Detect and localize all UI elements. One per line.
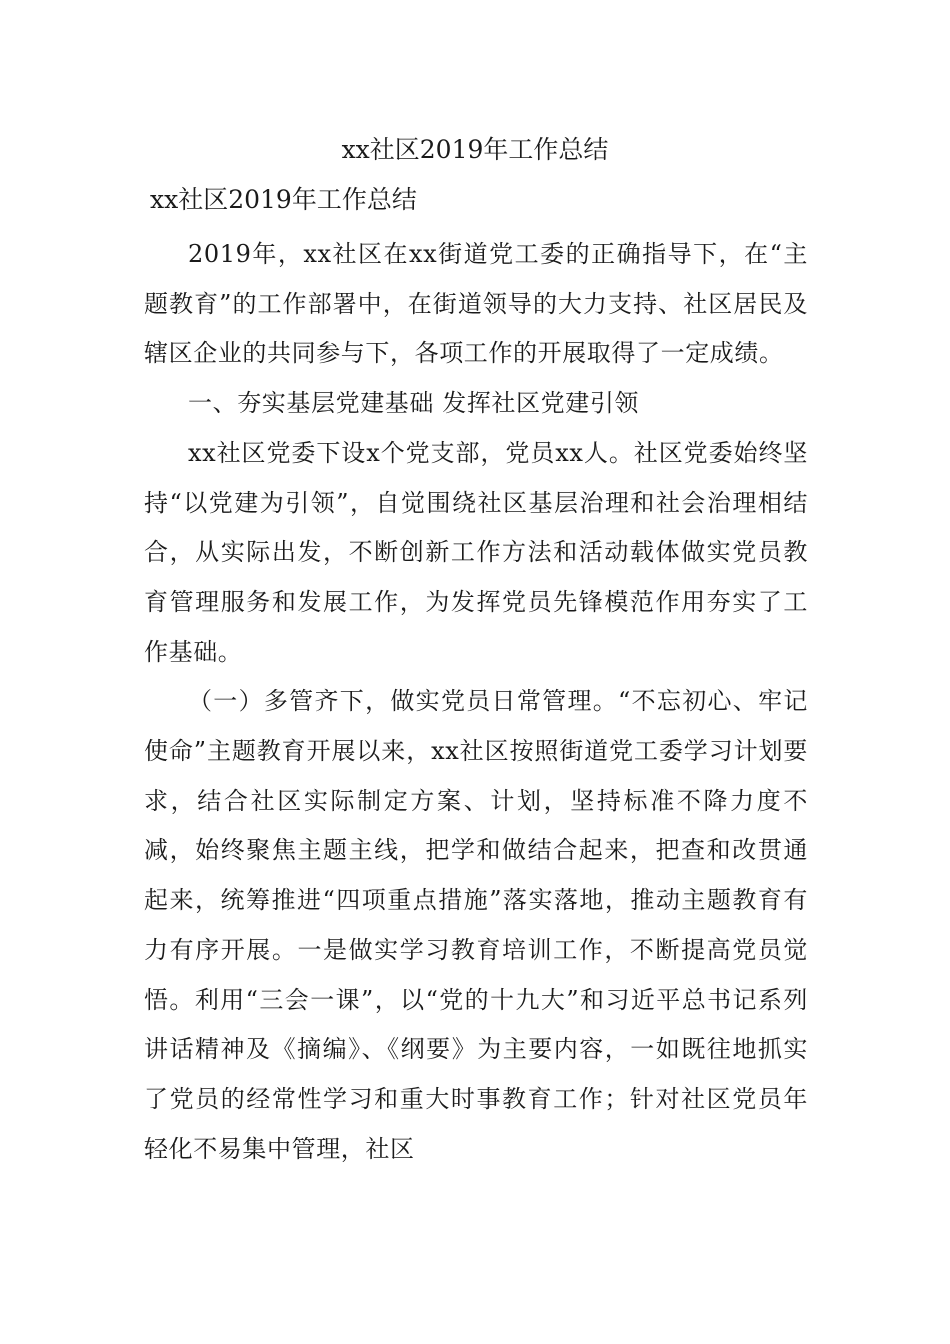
document-subtitle: xx社区2019年工作总结: [150, 185, 417, 214]
paragraph-intro: 2019年，xx社区在xx街道党工委的正确指导下，在“主题教育”的工作部署中，在街道领导的大力支持、社区居民及辖区企业的共同参与下，各项工作的开展取得了一定成绩。: [144, 240, 808, 368]
section-heading-1: 一、夯实基层党建基础 发挥社区党建引领: [188, 389, 640, 418]
document-body: [144, 230, 808, 1174]
paragraph-party-building: xx社区党委下设x个党支部，党员xx人。社区党委始终坚持“以党建为引领”，自觉围绕社区基层治理和社会治理相结合，从实际出发，不断创新工作方法和活动载体做实党员教育管理服务和发展工作，为发挥党员先锋模范作用夯实了工作基础。: [144, 438, 808, 666]
paragraph-member-management: （一）多管齐下，做实党员日常管理。“不忘初心、牢记使命”主题教育开展以来，xx社区按照街道党工委学习计划要求，结合社区实际制定方案、计划，坚持标准不降力度不减，始终聚焦主题主线，把学和做结合起来，把查和改贯通起来，统筹推进“四项重点措施”落实落地，推动主题教育有力有序开展。一是做实学习教育培训工作，不断提高党员觉悟。利用“三会一课”，以“党的十九大”和习近平总书记系列讲话精神及《摘编》、《纲要》为主要内容，一如既往地抓实了党员的经常性学习和重大时事教育工作；针对社区党员年轻化不易集中管理，社区: [144, 687, 808, 1163]
document-title: xx社区2019年工作总结: [341, 135, 609, 164]
